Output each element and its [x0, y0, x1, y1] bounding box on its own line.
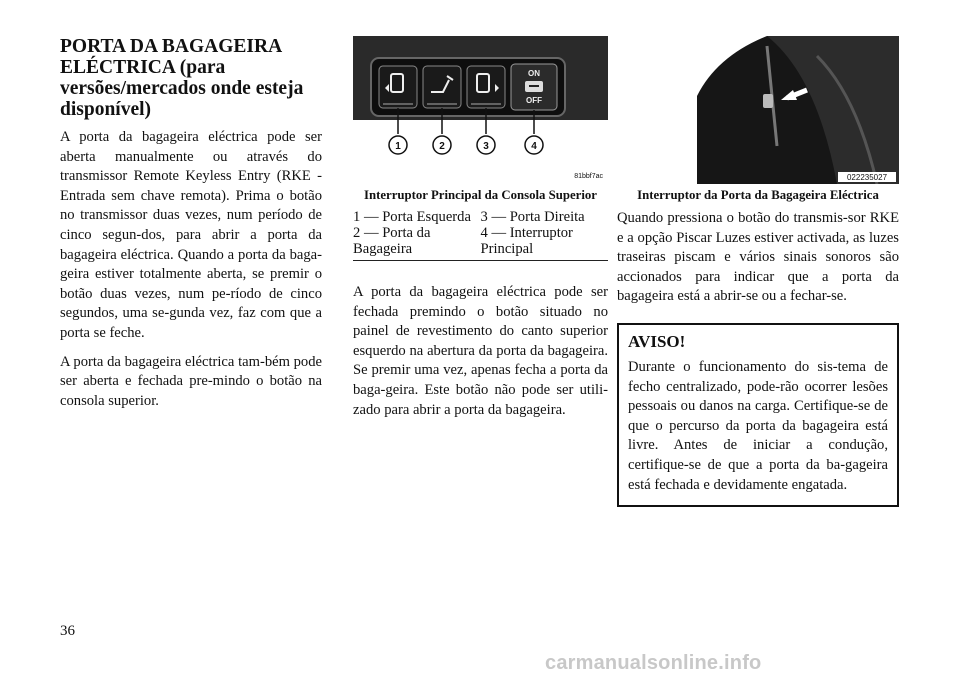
middle-column — [353, 36, 608, 429]
callout-3: 3 — [483, 141, 489, 152]
figure2-caption: Interruptor da Porta da Bagageira Eléctrica — [637, 188, 879, 202]
right-paragraph: Quando pressiona o botão do transmis-sor RKE e a opção Piscar Luzes estiver activada, as luzes traseiras piscam e vários sinais sonoros são accionados para indicar que a porta da bagageira está a abrir-se ou a fechar-se. — [617, 210, 899, 305]
console-switch-illustration — [353, 36, 608, 184]
warning-title: AVISO! — [628, 331, 686, 351]
figure1-legend — [353, 209, 608, 261]
legend-item-4: 4 — Interruptor Principal — [480, 225, 573, 257]
body-paragraph-2: A porta da bagageira eléctrica tam-bém pode ser aberta e fechada pre-mindo o botão na consola superior. — [60, 353, 322, 409]
legend-item-1: 1 — Porta Esquerda — [353, 209, 471, 225]
right-door-switch-icon — [467, 66, 505, 108]
figure1-caption: Interruptor Principal da Consola Superior — [364, 188, 597, 202]
console-switch-figure — [353, 36, 608, 184]
warning-box — [617, 323, 899, 507]
right-column — [617, 36, 899, 507]
page-number: 36 — [60, 623, 75, 639]
callout-4: 4 — [531, 141, 537, 152]
figure1-code: 81bbf7ac — [574, 173, 603, 180]
warning-text: Durante o funcionamento do sis-tema de fecho centralizado, pode-rão ocorrer lesões pessoais ou danos na carga. Certifique-se de que o percurso da porta da bagageira está livre. Antes de iniciar a condução, certifique-se de que a porta da ba-gageira está fechada e devidamente engatada. — [628, 358, 888, 493]
liftgate-switch-figure — [617, 36, 899, 184]
switch-on-label: ON — [528, 69, 540, 78]
callout-1: 1 — [395, 141, 401, 152]
switch-off-label: OFF — [526, 96, 542, 105]
callout-2: 2 — [439, 141, 445, 152]
middle-paragraph: A porta da bagageira eléctrica pode ser fechada premindo o botão situado no painel de revestimento do canto superior esquerdo na abertura da porta da bagageira. Se premir uma vez, apenas fecha a porta da baga-geira. Este botão não pode ser utili-zado para abrir a porta da bagageira. — [353, 284, 608, 418]
liftgate-switch-icon — [423, 66, 461, 108]
legend-item-2: 2 — Porta da Bagageira — [353, 225, 431, 257]
left-column — [60, 36, 322, 420]
left-door-switch-icon — [379, 66, 417, 108]
legend-item-3: 3 — Porta Direita — [480, 209, 585, 225]
liftgate-switch-photo — [617, 36, 899, 184]
figure2-code: 022235027 — [846, 173, 888, 182]
section-heading: PORTA DA BAGAGEIRA ELÉCTRICA (para versões/mercados onde esteja disponível) — [60, 36, 304, 120]
watermark: carmanualsonline.info — [545, 652, 762, 674]
body-paragraph-1: A porta da bagageira eléctrica pode ser aberta manualmente ou através do transmissor Remote Keyless Entry (RKE - Entrada sem chave remota). Prima o botão no transmissor duas vezes, num período de cinco segun-dos, para abrir a porta da bagageira eléctrica. Quando a porta da baga-geira estiver totalmente aberta, se premir o botão duas vezes, num pe-ríodo de cinco segundos, uma se-gunda vez, faz com que a porta se feche. — [60, 129, 322, 341]
